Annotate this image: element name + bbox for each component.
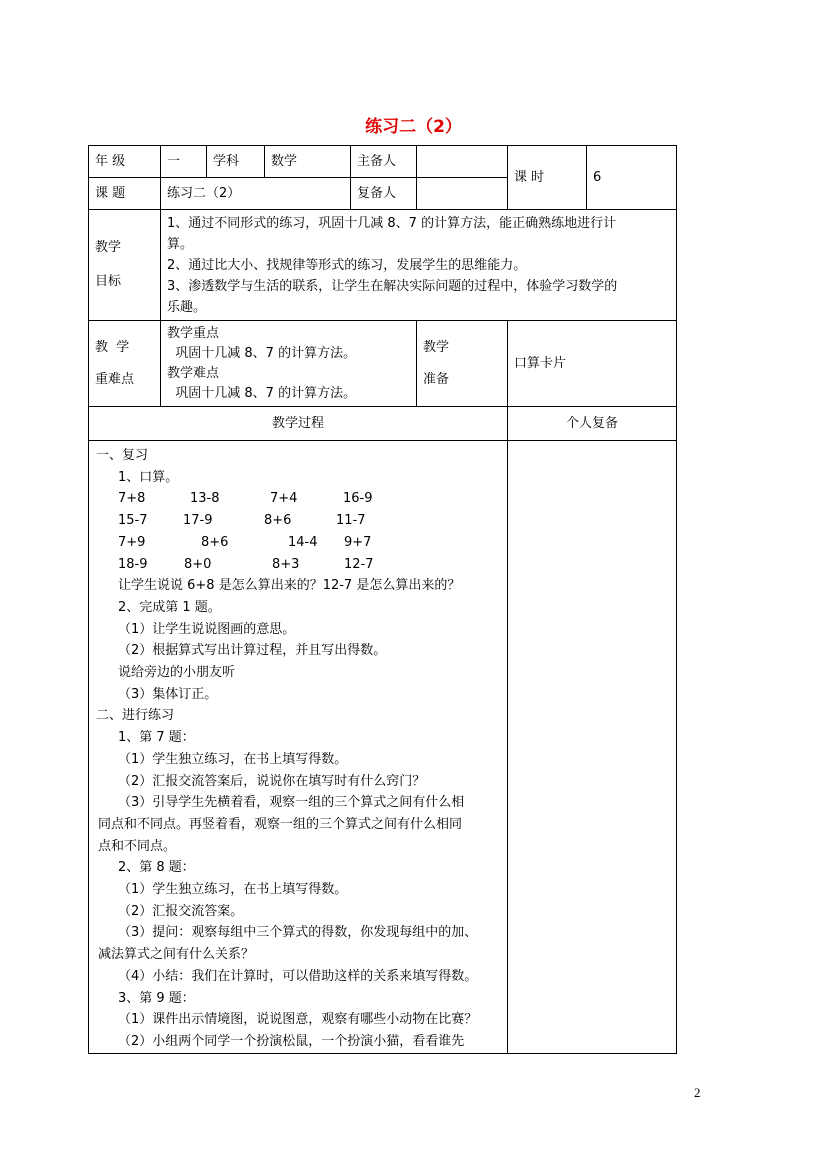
- prep-value: 口算卡片: [508, 321, 677, 407]
- step-heading: 2、完成第 1 题。: [118, 599, 221, 615]
- oral-expr: 9+7: [344, 534, 372, 550]
- key-point-text: 巩固十几减 8、7 的计算方法。: [167, 385, 357, 401]
- goal-line: 1、通过不同形式的练习，巩固十几减 8、7 的计算方法，能正确熟练地进行计: [167, 215, 617, 231]
- personal-header: 个人复备: [508, 407, 677, 441]
- key-point-heading: 教学重点: [167, 325, 220, 341]
- oral-expr: 8+3: [272, 556, 300, 572]
- step-heading: 1、第 7 题：: [118, 730, 195, 746]
- text-line: （1）让学生说说图画的意思。: [118, 621, 296, 637]
- oral-row: [96, 510, 501, 532]
- goal-line: 2、通过比大小、找规律等形式的练习，发展学生的思维能力。: [167, 257, 527, 273]
- goals-label-1: 教学: [95, 240, 122, 255]
- text-line: （2）汇报交流答案。: [118, 903, 244, 919]
- key-point-text: 巩固十几减 8、7 的计算方法。: [167, 345, 357, 361]
- prep-label-2: 准备: [423, 371, 450, 387]
- oral-expr: 15-7: [118, 513, 148, 529]
- text-line: （1）课件出示情境图，说说图意，观察有哪些小动物在比赛？: [118, 1012, 478, 1028]
- oral-expr: 7+9: [118, 534, 146, 550]
- oral-expr: 7+4: [270, 491, 298, 507]
- prep-label: [417, 321, 508, 407]
- step-heading: 1、口算。: [118, 469, 179, 485]
- step-heading: 3、第 9 题：: [118, 990, 195, 1006]
- oral-expr: 18-9: [118, 556, 148, 572]
- goal-line: 3、渗透数学与生活的联系，让学生在解决实际问题的过程中，体验学习数学的: [167, 278, 618, 294]
- text-line: 让学生说说 6+8 是怎么算出来的？12-7 是怎么算出来的？: [118, 578, 461, 594]
- subject-value: 数学: [265, 146, 351, 178]
- oral-expr: 12-7: [344, 556, 374, 572]
- subject-label: 学科: [207, 146, 265, 178]
- topic-label: 课 题: [89, 178, 161, 210]
- text-line: （2）小组两个同学一个扮演松鼠，一个扮演小猫，看看谁先: [118, 1033, 465, 1049]
- co-prep-value: [417, 178, 508, 210]
- text-line: （2）根据算式写出计算过程，并且写出得数。: [118, 643, 387, 659]
- text-line: （3）引导学生先横着看，观察一组的三个算式之间有什么相: [118, 795, 465, 811]
- text-line: （4）小结：我们在计算时，可以借助这样的关系来填写得数。: [118, 968, 478, 984]
- text-line: 点和不同点。: [98, 838, 177, 854]
- section-heading: 一、复习: [96, 448, 149, 463]
- page-title: 练习二（2）: [365, 117, 462, 137]
- text-line: 同点和不同点。再竖着看，观察一组的三个算式之间有什么相同: [98, 816, 463, 832]
- oral-row: [96, 532, 501, 554]
- oral-expr: 17-9: [183, 513, 213, 529]
- page-number: 2: [694, 1085, 701, 1100]
- goals-label: [89, 210, 161, 321]
- oral-expr: 16-9: [343, 491, 373, 507]
- oral-expr: 7+8: [118, 491, 146, 507]
- grade-value: 一: [161, 146, 207, 178]
- goals-label-2: 目标: [95, 274, 122, 289]
- personal-notes-cell: [508, 441, 677, 1054]
- text-line: 减法算式之间有什么关系？: [98, 947, 255, 963]
- oral-row: [96, 554, 501, 576]
- key-points-label-1: 教 学: [95, 339, 130, 355]
- key-points-label: [89, 321, 161, 407]
- step-heading: 2、第 8 题：: [118, 860, 195, 876]
- key-point-heading: 教学难点: [167, 365, 220, 381]
- text-line: （2）汇报交流答案后，说说你在填写时有什么窍门？: [118, 773, 426, 789]
- lessons-value: 6: [587, 146, 677, 210]
- goals-content: [161, 210, 677, 321]
- prep-label-1: 教学: [423, 339, 450, 355]
- grade-label: 年 级: [89, 146, 161, 178]
- key-points-content: [161, 321, 417, 407]
- oral-expr: 13-8: [190, 491, 220, 507]
- process-content: [89, 441, 508, 1054]
- lead-prep-value: [417, 146, 508, 178]
- lesson-plan-table: [88, 145, 677, 1054]
- oral-expr: 8+0: [184, 556, 212, 572]
- section-heading: 二、进行练习: [96, 708, 175, 724]
- co-prep-label: 复备人: [351, 178, 417, 210]
- oral-expr: 14-4: [288, 534, 318, 550]
- goal-line: 乐趣。: [167, 299, 207, 315]
- lead-prep-label: 主备人: [351, 146, 417, 178]
- text-line: （3）集体订正。: [118, 686, 218, 702]
- oral-expr: 8+6: [264, 513, 292, 529]
- oral-expr: 11-7: [336, 513, 366, 529]
- key-points-label-2: 重难点: [95, 371, 135, 387]
- text-line: （1）学生独立练习，在书上填写得数。: [118, 882, 348, 898]
- goal-line: 算。: [167, 236, 194, 252]
- text-line: 说给旁边的小朋友听: [118, 665, 236, 681]
- process-header: 教学过程: [89, 407, 508, 441]
- text-line: （3）提问：观察每组中三个算式的得数，你发现每组中的加、: [118, 925, 478, 941]
- oral-row: [96, 488, 501, 510]
- topic-value: 练习二（2）: [161, 178, 351, 210]
- lessons-label: 课 时: [508, 146, 587, 210]
- text-line: （1）学生独立练习，在书上填写得数。: [118, 751, 348, 767]
- oral-expr: 8+6: [201, 534, 229, 550]
